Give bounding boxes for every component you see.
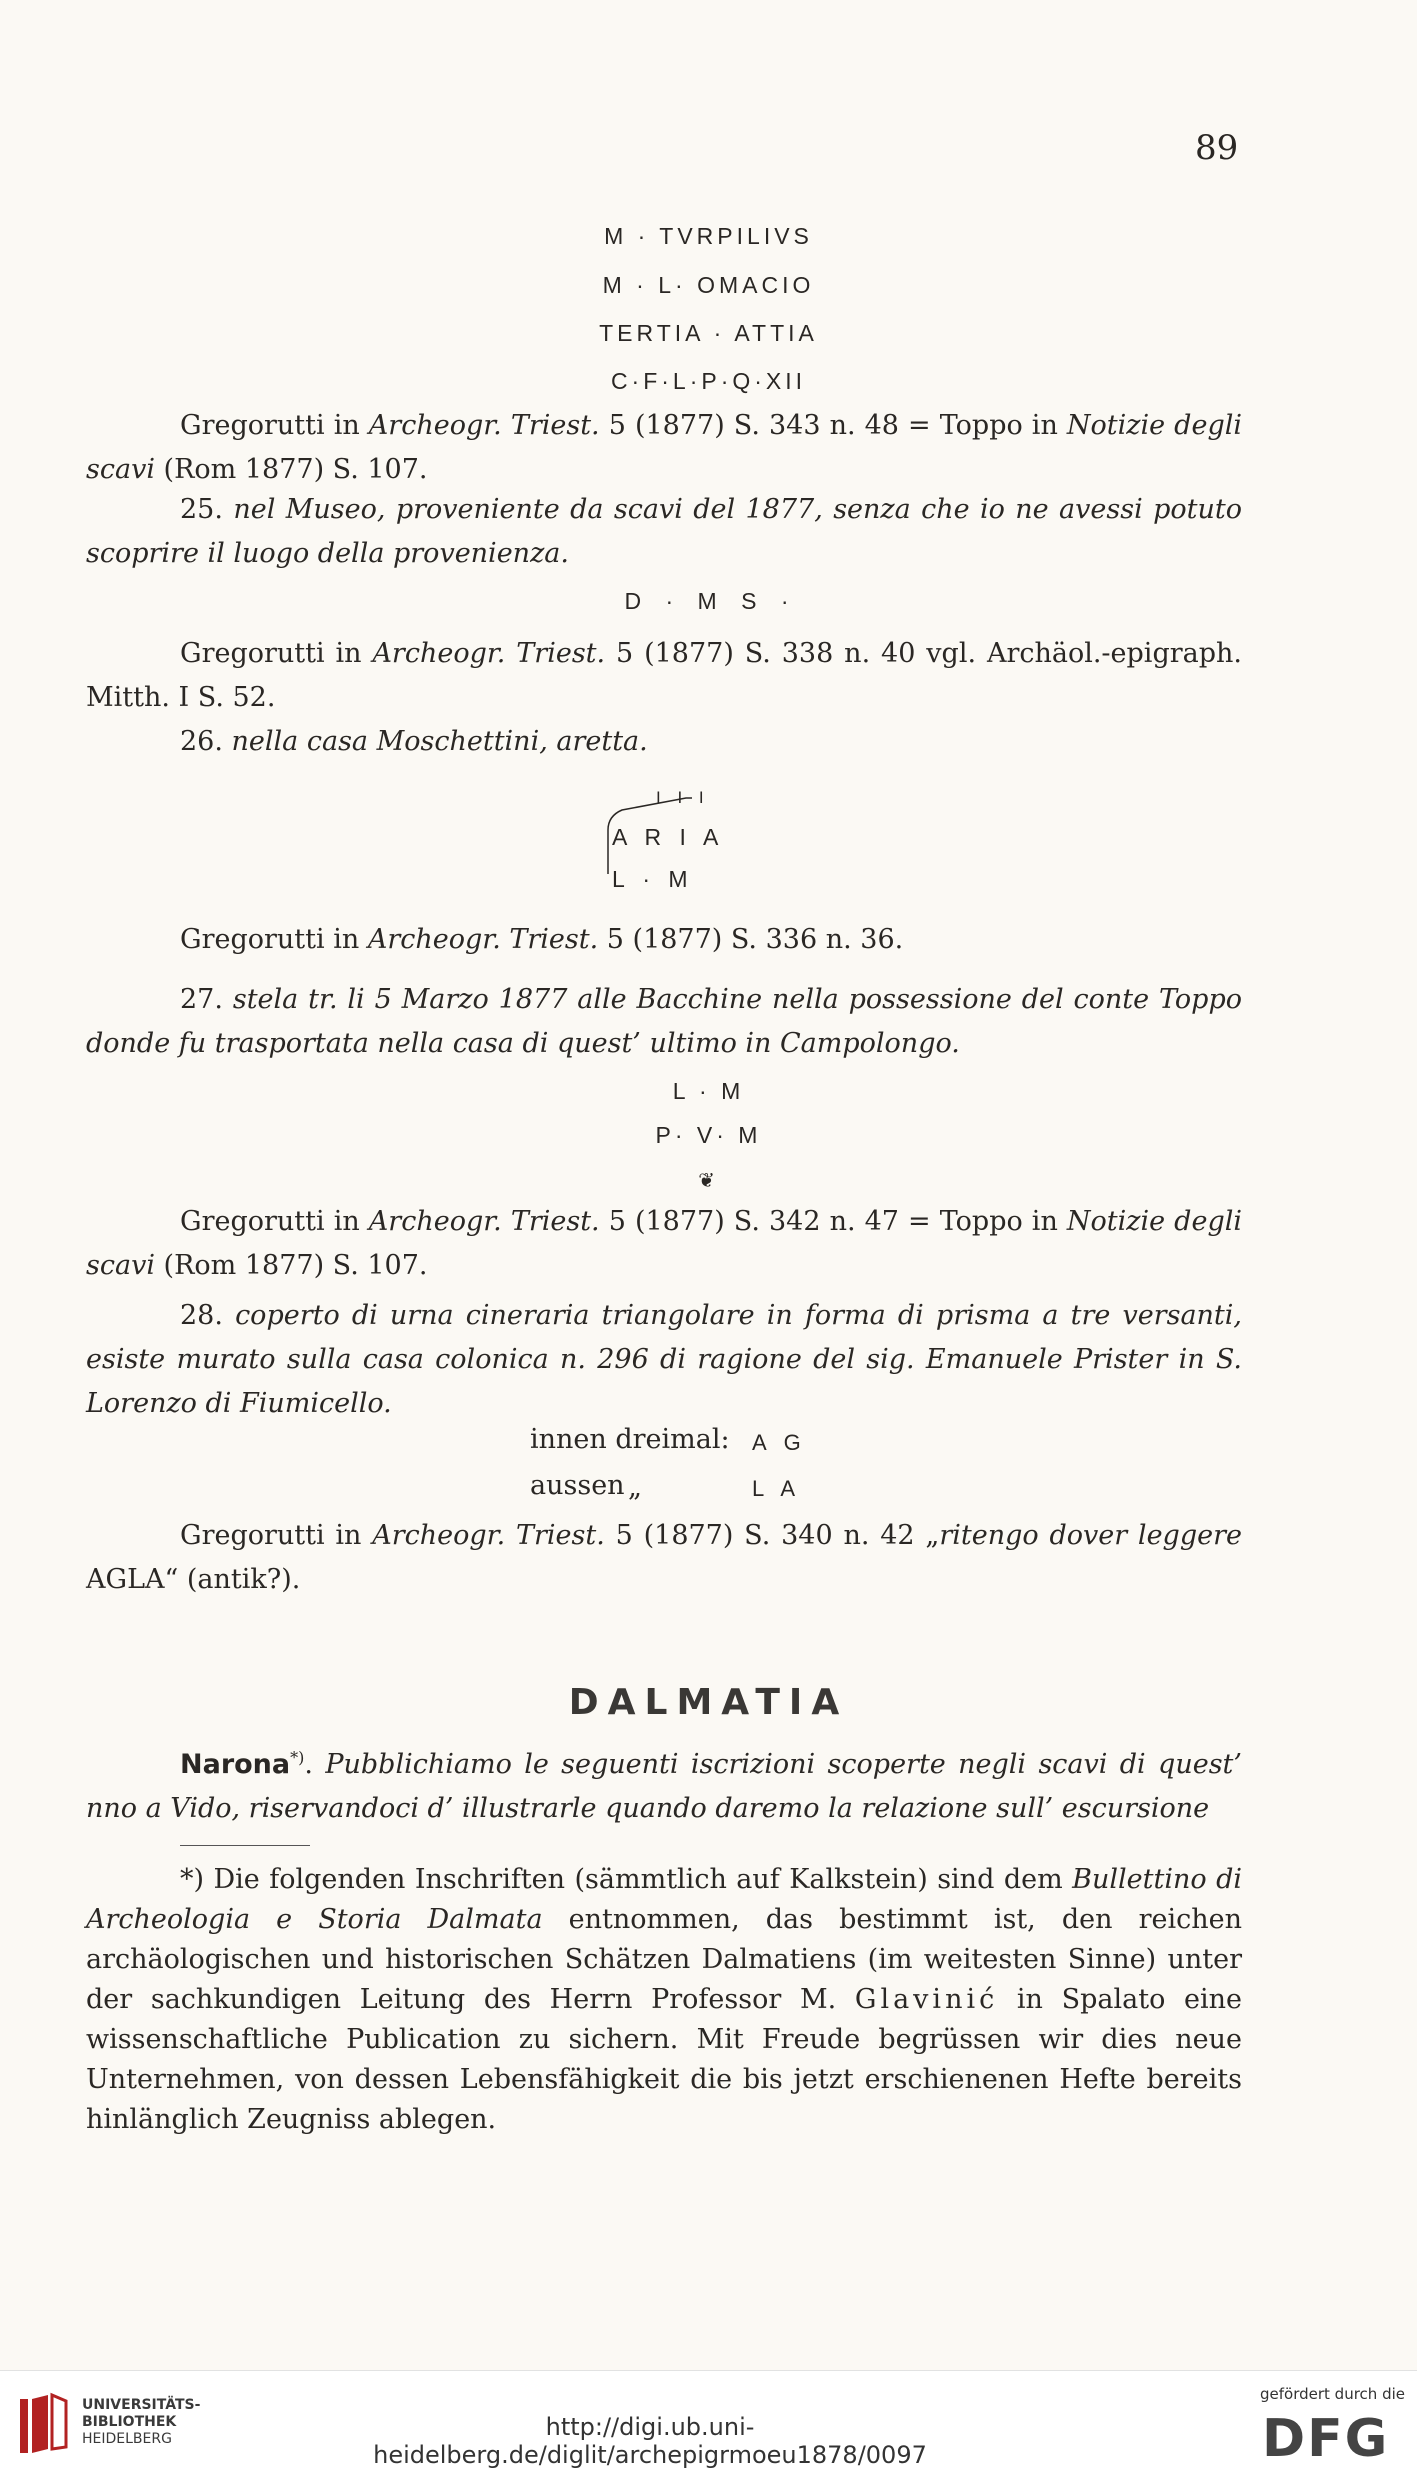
inner-inscription-value: A G [752, 1430, 807, 1455]
footnote: *) Die folgenden Inschriften (sämmtlich auf Kalkstein) sind dem Bullettino di Archeologia e Storia Dalmata entnommen, das bestimmt ist, den reichen archäologischen und historischen Schätzen Dalmatiens (im weitesten Sinne) unter der sachkundigen Leitung des Herrn Professor M. Glavinić in Spalato eine wissenschaftliche Publication zu sichern. Mit Freude begrüssen wir dies neue Unternehmen, von dessen Lebensfähigkeit die bis jetzt erschienenen Hefte bereits hinlänglich Zeugniss ablegen. [86, 1864, 1243, 2135]
reference-paragraph: Gregorutti in Archeogr. Triest. 5 (1877) S. 342 n. 47 = Toppo in Notizie degli scavi (Rom 1877) S. 107. [86, 1206, 1242, 1281]
entry-26: 26. nella casa Moschettini, aretta. [180, 726, 648, 757]
page-number: 89 [1195, 128, 1239, 168]
section-title: DALMATIA [568, 1682, 849, 1723]
reference-paragraph: Gregorutti in Archeogr. Triest. 5 (1877) S. 338 n. 40 vgl. Archäol.-epigraph. Mitth. I S. 52. [86, 638, 1242, 713]
inscription-line: L · M [612, 866, 694, 892]
footnote-divider [180, 1845, 310, 1846]
footnote-mark: *) [290, 1748, 305, 1767]
ditto-mark: „ [628, 1472, 642, 1503]
entry-25: 25. nel Museo, proveniente da scavi del 1877, senza che io ne avessi potuto scoprire il luogo della provenienza. [86, 494, 1242, 569]
inscription-line: P· V· M [655, 1122, 762, 1148]
entry-28: 28. coperto di urna cineraria triangolare in forma di prisma a tre versanti, esiste murato sulla casa colonica n. 296 di ragione del sig. Emanuele Prister in S. Lorenzo di Fiumicello. [86, 1300, 1243, 1419]
narona-heading: Narona [180, 1749, 291, 1780]
library-logo-icon [14, 2389, 70, 2459]
reference-paragraph: Gregorutti in Archeogr. Triest. 5 (1877) S. 343 n. 48 = Toppo in Notizie degli scavi (Rom 1877) S. 107. [86, 410, 1242, 485]
permalink-url[interactable]: http://digi.ub.uni-heidelberg.de/diglit/archepigrmoeu1878/0097 [373, 2413, 927, 2469]
reference-paragraph: Gregorutti in Archeogr. Triest. 5 (1877) S. 340 n. 42 „ritengo dover leggere AGLA“ (antik?). [86, 1520, 1242, 1595]
library-name: UNIVERSITÄTS- BIBLIOTHEK HEIDELBERG [82, 2397, 201, 2447]
dfg-logo: DFG [1262, 2409, 1390, 2469]
inscription-line: M · TVRPILIVS [604, 223, 813, 249]
outer-inscription-label: aussen [530, 1470, 625, 1501]
inscription-line: C·F·L·P·Q·XII [610, 368, 807, 394]
outer-inscription-value: L A [752, 1476, 801, 1501]
narona-paragraph: Narona*). Pubblichiamo le seguenti iscrizioni scoperte negli scavi di quest’ nno a Vido, riservandoci d’ illustrarle quando daremo la relazione sull’ escursione [86, 1748, 1242, 1824]
inscription-line: L · M [672, 1078, 745, 1104]
entry-27: 27. stela tr. li 5 Marzo 1877 alle Bacchine nella possessione del conte Toppo donde fu trasportata nella casa di quest’ ultimo in Campolongo. [86, 984, 1242, 1059]
inscription-line: I I I [656, 788, 710, 807]
inscription-line: M · L· OMACIO [602, 272, 815, 298]
leaf-ornament-icon: ❦ [698, 1170, 719, 1192]
inscription-fragment [606, 788, 736, 892]
reference-paragraph: Gregorutti in Archeogr. Triest. 5 (1877) S. 336 n. 36. [180, 924, 904, 955]
inscription-line: A R I A [612, 824, 725, 850]
inscription-line: D · M S · [624, 588, 793, 614]
inscription-line: TERTIA · ATTIA [599, 320, 818, 346]
dfg-caption: gefördert durch die [1260, 2385, 1405, 2403]
footer-bar [0, 2370, 1417, 2475]
inner-inscription-label: innen dreimal: [530, 1424, 730, 1455]
